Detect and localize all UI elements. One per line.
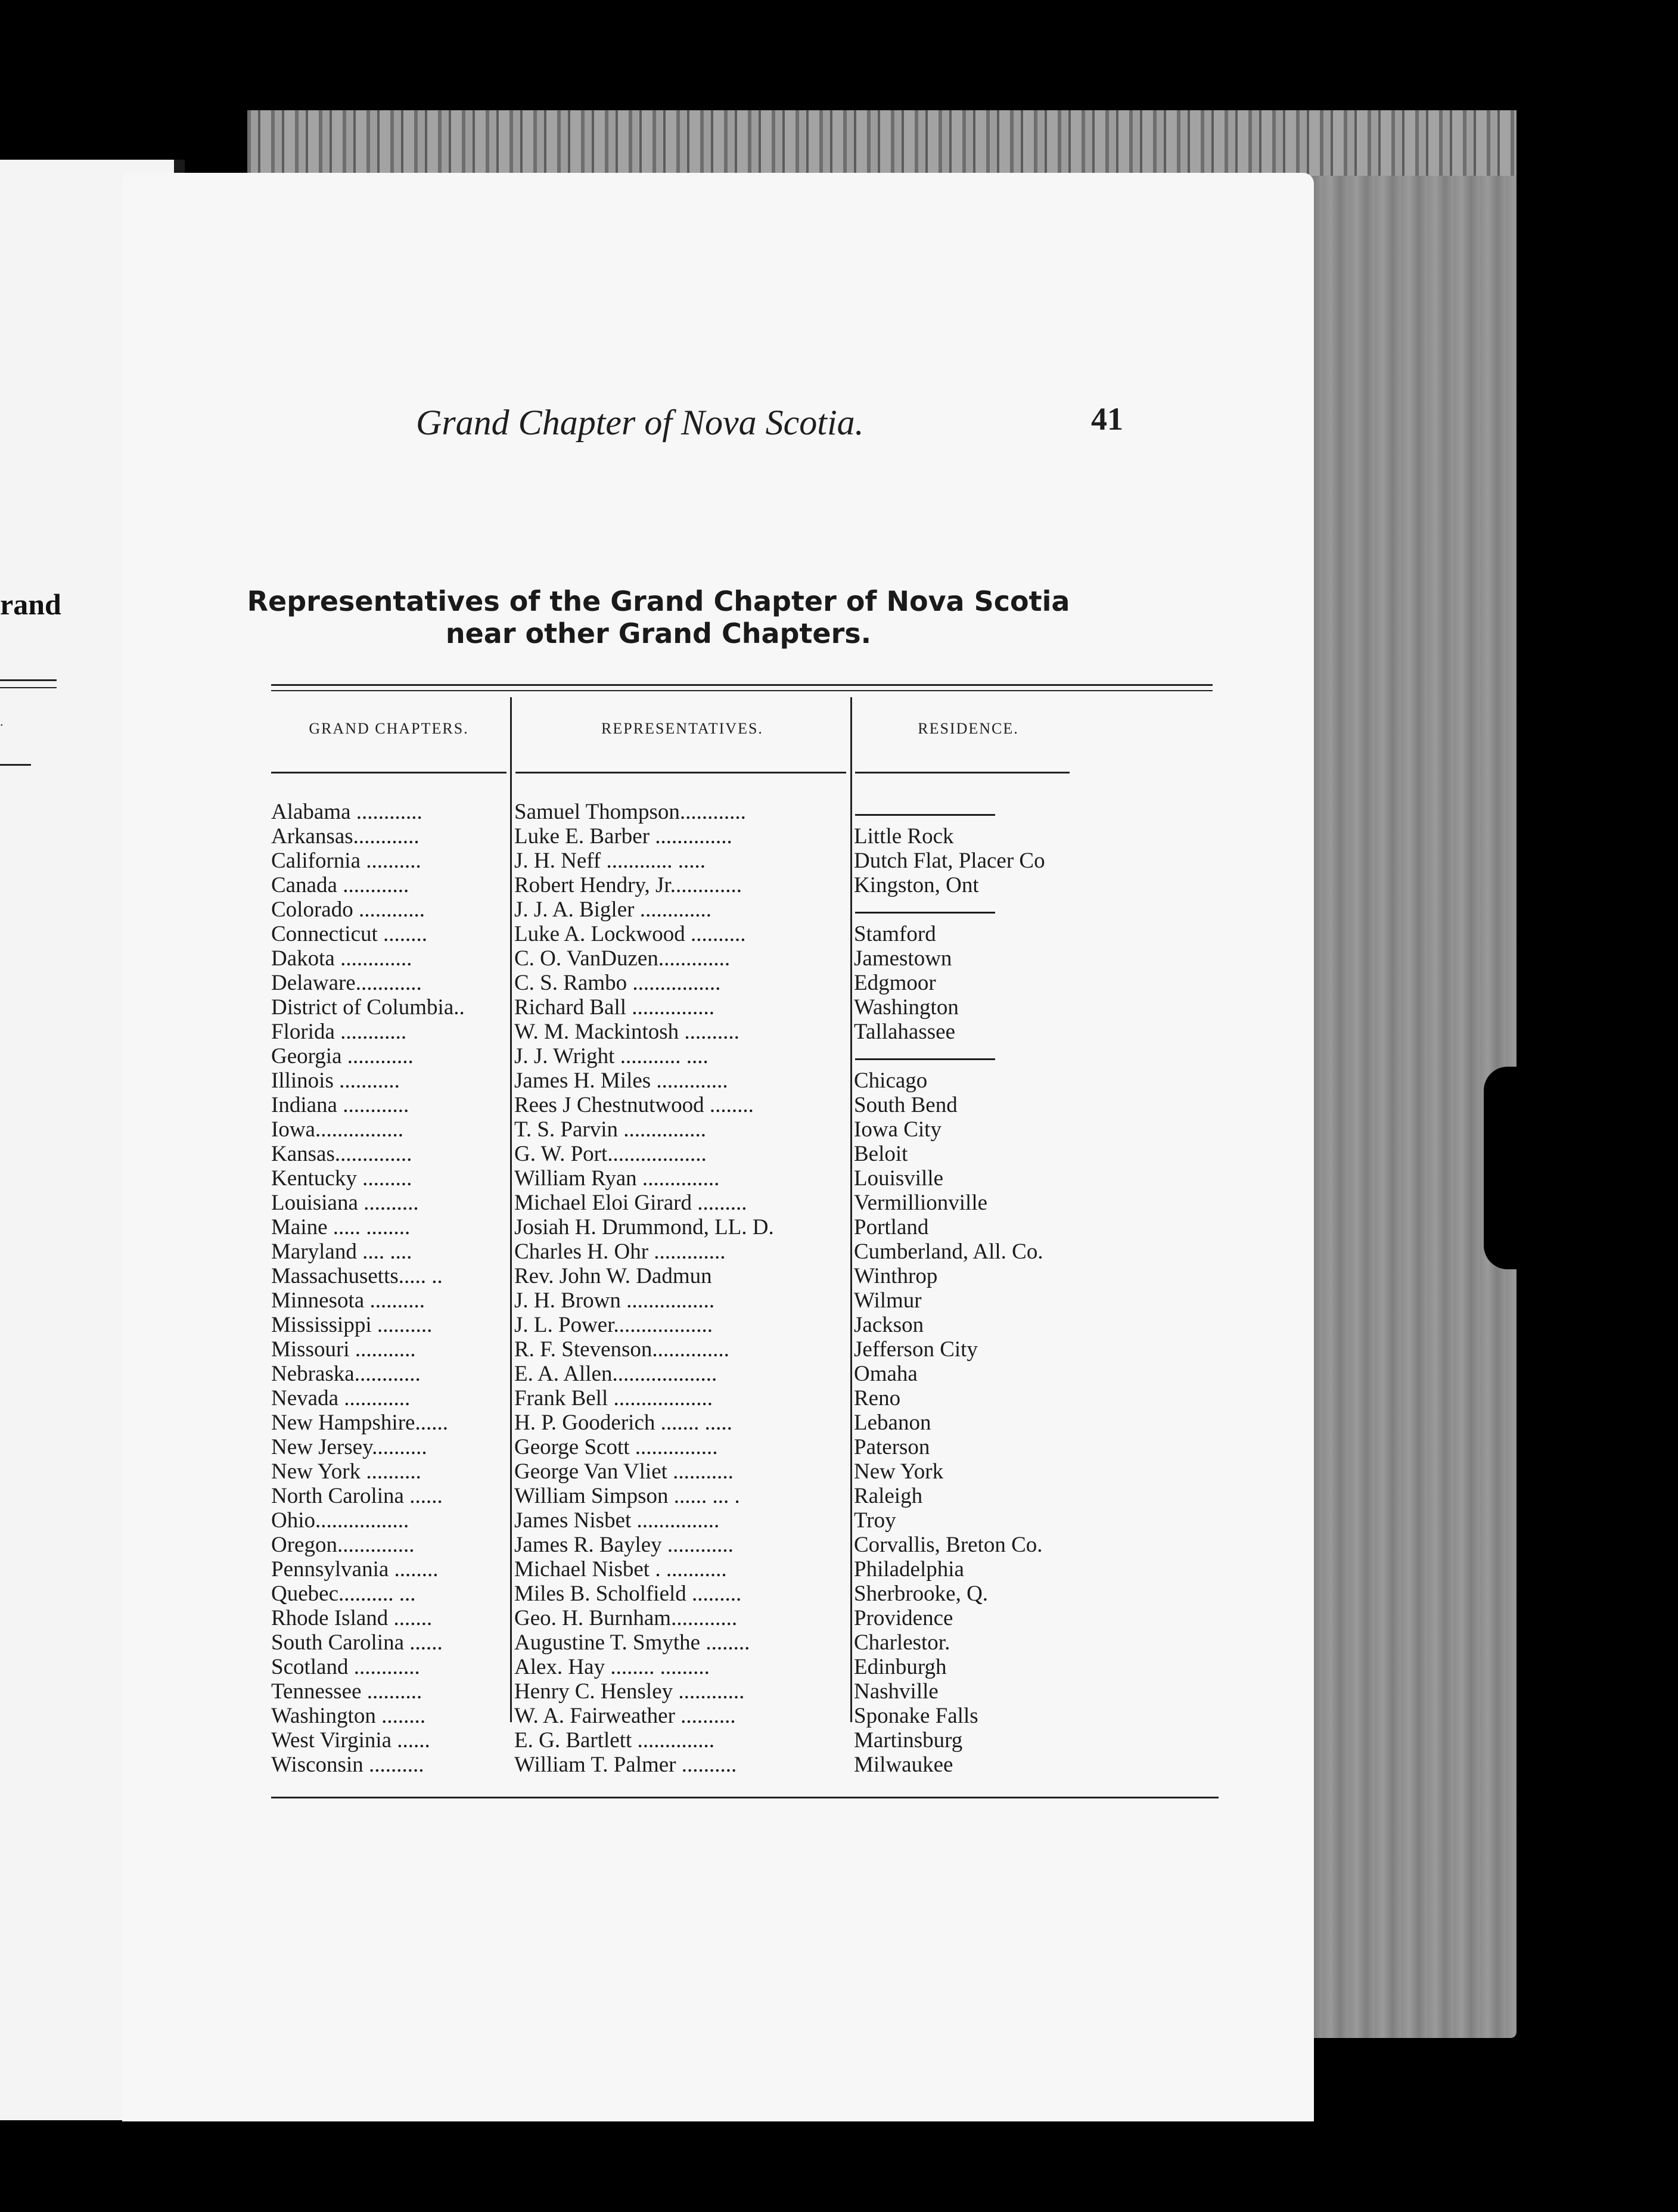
representative-cell: Josiah H. Drummond, LL. D.: [514, 1215, 774, 1239]
representative-cell: J. H. Neff ............ .....: [514, 849, 706, 873]
residence-cell: South Bend: [854, 1093, 958, 1117]
blank-residence-dash: [855, 814, 995, 816]
residence-cell: Portland: [854, 1215, 929, 1239]
residence-cell: Little Rock: [854, 824, 954, 849]
table-row: [271, 1337, 1213, 1362]
header-underline: [271, 772, 506, 773]
residence-cell: Jefferson City: [854, 1337, 978, 1362]
residence-cell: Chicago: [854, 1068, 928, 1093]
grand-chapter-cell: Maine ..... ........: [271, 1215, 411, 1239]
grand-chapter-cell: North Carolina ......: [271, 1484, 443, 1508]
table-row: [271, 1704, 1213, 1728]
residence-cell: Corvallis, Breton Co.: [854, 1533, 1043, 1557]
table-row: [271, 1679, 1213, 1704]
grand-chapter-cell: Rhode Island .......: [271, 1606, 433, 1630]
table-row: [271, 1753, 1213, 1777]
representative-cell: Alex. Hay ........ .........: [514, 1655, 710, 1679]
grand-chapter-cell: Kentucky .........: [271, 1166, 412, 1191]
table-row: [271, 824, 1213, 849]
grand-chapter-cell: Washington ........: [271, 1704, 426, 1728]
column-header-residence: RESIDENCE.: [918, 720, 1019, 737]
representative-cell: J. J. Wright ........... ....: [514, 1044, 709, 1068]
grand-chapter-cell: Nevada ............: [271, 1386, 411, 1411]
representative-cell: E. G. Bartlett ..............: [514, 1728, 715, 1753]
running-header-title: Grand Chapter of Nova Scotia.: [416, 403, 864, 442]
representative-cell: Miles B. Scholfield .........: [514, 1582, 742, 1606]
residence-cell: Charlestor.: [854, 1630, 950, 1655]
representative-cell: W. M. Mackintosh ..........: [514, 1020, 739, 1044]
left-page-rule: [0, 687, 57, 688]
representative-cell: Henry C. Hensley ............: [514, 1679, 745, 1704]
representative-cell: Samuel Thompson............: [514, 800, 746, 824]
section-title-line-1: Representatives of the Grand Chapter of Nova Scotia: [247, 585, 1070, 617]
representative-cell: G. W. Port..................: [514, 1142, 707, 1166]
representative-cell: R. F. Stevenson..............: [514, 1337, 729, 1362]
representative-cell: Geo. H. Burnham............: [514, 1606, 738, 1630]
grand-chapter-cell: Arkansas............: [271, 824, 419, 849]
grand-chapter-cell: Missouri ...........: [271, 1337, 416, 1362]
grand-chapter-cell: Iowa................: [271, 1117, 403, 1142]
residence-cell: Sherbrooke, Q.: [854, 1582, 989, 1606]
representative-cell: T. S. Parvin ...............: [514, 1117, 707, 1142]
residence-cell: Tallahassee: [854, 1020, 955, 1044]
table-row: [271, 1239, 1213, 1264]
table-row: [271, 1020, 1213, 1044]
column-header-representatives: REPRESENTATIVES.: [601, 720, 763, 737]
table-row: [271, 1264, 1213, 1288]
grand-chapter-cell: Oregon..............: [271, 1533, 415, 1557]
table-row: [271, 800, 1213, 824]
representative-cell: Michael Nisbet . ...........: [514, 1557, 727, 1582]
table-row: [271, 1459, 1213, 1484]
grand-chapter-cell: Quebec.......... ...: [271, 1582, 416, 1606]
table-row: [271, 1606, 1213, 1630]
section-title: [122, 585, 1195, 650]
residence-cell: Beloit: [854, 1142, 908, 1166]
residence-cell: Louisville: [854, 1166, 944, 1191]
representative-cell: W. A. Fairweather ..........: [514, 1704, 736, 1728]
residence-cell: Troy: [854, 1508, 896, 1533]
grand-chapter-cell: Pennsylvania ........: [271, 1557, 439, 1582]
representative-cell: Robert Hendry, Jr.............: [514, 873, 742, 897]
table-row: [271, 1630, 1213, 1655]
residence-cell: Sponake Falls: [854, 1704, 978, 1728]
grand-chapter-cell: Delaware............: [271, 971, 422, 995]
representative-cell: James Nisbet ...............: [514, 1508, 720, 1533]
grand-chapter-cell: Minnesota ..........: [271, 1288, 425, 1313]
residence-cell: Cumberland, All. Co.: [854, 1239, 1043, 1264]
representative-cell: Rev. John W. Dadmun: [514, 1264, 712, 1288]
left-page-fragment: rand: [0, 588, 61, 621]
residence-cell: Iowa City: [854, 1117, 941, 1142]
grand-chapter-cell: Colorado ............: [271, 897, 425, 922]
representative-cell: Richard Ball ...............: [514, 995, 715, 1020]
representative-cell: Frank Bell ..................: [514, 1386, 713, 1411]
residence-cell: New York: [854, 1459, 944, 1484]
grand-chapter-cell: New Jersey..........: [271, 1435, 427, 1459]
table-row: [271, 1435, 1213, 1459]
residence-cell: Omaha: [854, 1362, 918, 1386]
table-row: [271, 1166, 1213, 1191]
header-underline: [515, 772, 846, 773]
residence-cell: Paterson: [854, 1435, 930, 1459]
representative-cell: Michael Eloi Girard .........: [514, 1191, 747, 1215]
grand-chapter-cell: New Hampshire......: [271, 1411, 448, 1435]
representative-cell: William Ryan ..............: [514, 1166, 720, 1191]
representative-cell: James R. Bayley ............: [514, 1533, 734, 1557]
table-row: [271, 946, 1213, 971]
residence-cell: Martinsburg: [854, 1728, 963, 1753]
table-row: [271, 1533, 1213, 1557]
table-row: [271, 1411, 1213, 1435]
representative-cell: E. A. Allen...................: [514, 1362, 717, 1386]
grand-chapter-cell: California ..........: [271, 849, 421, 873]
grand-chapter-cell: Connecticut ........: [271, 922, 428, 946]
blank-residence-dash: [855, 912, 995, 914]
left-page-rule: [0, 679, 57, 681]
table-row: [271, 1142, 1213, 1166]
residence-cell: Lebanon: [854, 1411, 931, 1435]
representative-cell: Augustine T. Smythe ........: [514, 1630, 750, 1655]
table-row: [271, 1117, 1213, 1142]
column-header-grand-chapters: GRAND CHAPTERS.: [309, 720, 469, 737]
residence-cell: Winthrop: [854, 1264, 938, 1288]
table-row: [271, 1313, 1213, 1337]
residence-cell: Vermillionville: [854, 1191, 988, 1215]
residence-cell: Jamestown: [854, 946, 952, 971]
table-row: [271, 922, 1213, 946]
grand-chapter-cell: Tennessee ..........: [271, 1679, 422, 1704]
table-row: [271, 1484, 1213, 1508]
representative-cell: William Simpson ...... ... .: [514, 1484, 740, 1508]
table-row: [271, 1655, 1213, 1679]
backing-notch: [1484, 1067, 1525, 1269]
residence-cell: Edgmoor: [854, 971, 936, 995]
representative-cell: C. S. Rambo ................: [514, 971, 721, 995]
table-row: [271, 995, 1213, 1020]
backing-top-edge: [247, 110, 1517, 176]
grand-chapter-cell: New York ..........: [271, 1459, 421, 1484]
grand-chapter-cell: Ohio.................: [271, 1508, 409, 1533]
grand-chapter-cell: Canada ............: [271, 873, 409, 897]
residence-cell: Dutch Flat, Placer Co: [854, 849, 1045, 873]
table-row: [271, 1362, 1213, 1386]
table-row: [271, 897, 1213, 922]
table-top-rule: [271, 690, 1213, 691]
representative-cell: William T. Palmer ..........: [514, 1753, 737, 1777]
left-page-rule: [0, 764, 31, 766]
table-row: [271, 1728, 1213, 1753]
representative-cell: J. L. Power..................: [514, 1313, 713, 1337]
residence-cell: Edinburgh: [854, 1655, 947, 1679]
table-row: [271, 1288, 1213, 1313]
grand-chapter-cell: Wisconsin ..........: [271, 1753, 424, 1777]
residence-cell: Raleigh: [854, 1484, 923, 1508]
grand-chapter-cell: Louisiana ..........: [271, 1191, 419, 1215]
table-row: [271, 1557, 1213, 1582]
representative-cell: Rees J Chestnutwood ........: [514, 1093, 754, 1117]
table-row: [271, 1386, 1213, 1411]
grand-chapter-cell: Kansas..............: [271, 1142, 412, 1166]
representative-cell: C. O. VanDuzen.............: [514, 946, 731, 971]
residence-cell: Milwaukee: [854, 1753, 953, 1777]
table-row: [271, 971, 1213, 995]
residence-cell: Jackson: [854, 1313, 924, 1337]
representative-cell: H. P. Gooderich ....... .....: [514, 1411, 732, 1435]
grand-chapter-cell: Mississippi ..........: [271, 1313, 433, 1337]
table-top-rule: [271, 684, 1213, 686]
grand-chapter-cell: District of Columbia..: [271, 995, 465, 1020]
table-row: [271, 849, 1213, 873]
grand-chapter-cell: Indiana ............: [271, 1093, 409, 1117]
representative-cell: Luke E. Barber ..............: [514, 824, 732, 849]
table-row: [271, 1044, 1213, 1068]
left-page-dot: .: [0, 714, 4, 729]
representative-cell: Luke A. Lockwood ..........: [514, 922, 746, 946]
section-title-line-2: near other Grand Chapters.: [445, 617, 872, 650]
residence-cell: Nashville: [854, 1679, 939, 1704]
grand-chapter-cell: Massachusetts..... ..: [271, 1264, 443, 1288]
residence-cell: Providence: [854, 1606, 953, 1630]
representative-cell: J. H. Brown ................: [514, 1288, 715, 1313]
representative-cell: James H. Miles .............: [514, 1068, 728, 1093]
table-row: [271, 1508, 1213, 1533]
table-row: [271, 1582, 1213, 1606]
grand-chapter-cell: Georgia ............: [271, 1044, 414, 1068]
table-row: [271, 1215, 1213, 1239]
representative-cell: J. J. A. Bigler .............: [514, 897, 711, 922]
grand-chapter-cell: Illinois ...........: [271, 1068, 400, 1093]
grand-chapter-cell: Alabama ............: [271, 800, 422, 824]
table-row: [271, 1191, 1213, 1215]
book-page: [122, 173, 1314, 2121]
residence-cell: Kingston, Ont: [854, 873, 979, 897]
grand-chapter-cell: West Virginia ......: [271, 1728, 430, 1753]
residence-cell: Reno: [854, 1386, 901, 1411]
blank-residence-dash: [855, 1058, 995, 1060]
residence-cell: Stamford: [854, 922, 936, 946]
residence-cell: Philadelphia: [854, 1557, 964, 1582]
grand-chapter-cell: Florida ............: [271, 1020, 407, 1044]
header-underline: [855, 772, 1070, 773]
grand-chapter-cell: Scotland ............: [271, 1655, 420, 1679]
table-bottom-rule: [271, 1797, 1219, 1798]
grand-chapter-cell: South Carolina ......: [271, 1630, 443, 1655]
residence-cell: Wilmur: [854, 1288, 922, 1313]
representative-cell: George Scott ...............: [514, 1435, 718, 1459]
residence-cell: Washington: [854, 995, 959, 1020]
representative-cell: George Van Vliet ...........: [514, 1459, 734, 1484]
grand-chapter-cell: Dakota .............: [271, 946, 412, 971]
page-number: 41: [1091, 401, 1123, 437]
representative-cell: Charles H. Ohr .............: [514, 1239, 726, 1264]
table-row: [271, 873, 1213, 897]
table-row: [271, 1068, 1213, 1093]
grand-chapter-cell: Maryland .... ....: [271, 1239, 412, 1264]
grand-chapter-cell: Nebraska............: [271, 1362, 421, 1386]
table-row: [271, 1093, 1213, 1117]
